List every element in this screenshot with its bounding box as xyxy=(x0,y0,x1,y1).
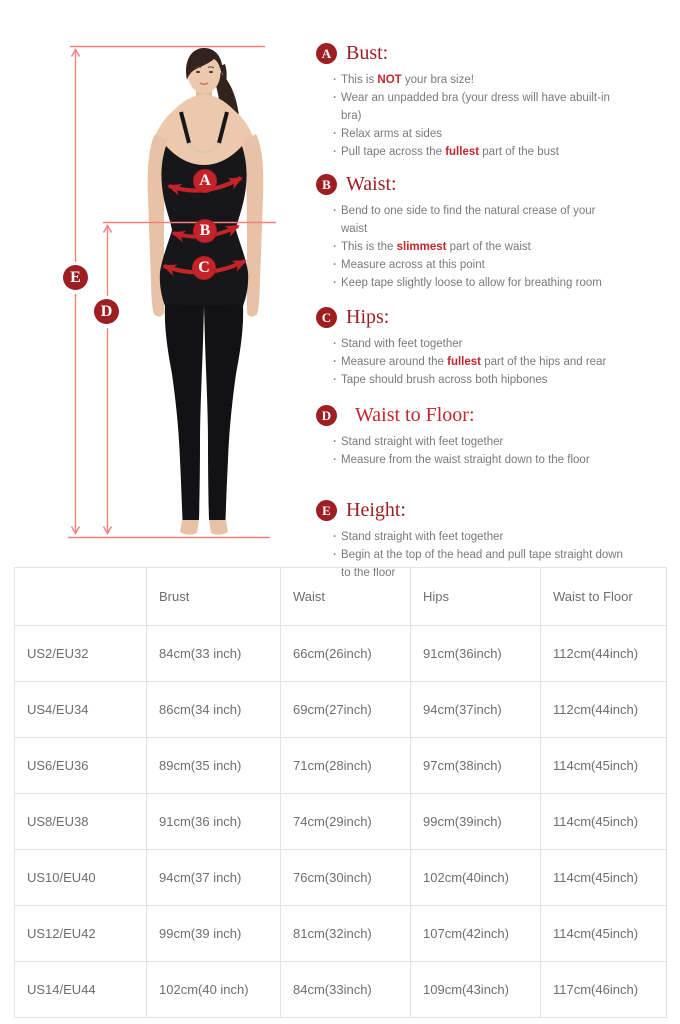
measurement-cell: 112cm(44inch) xyxy=(541,682,667,738)
measurement-cell: 66cm(26inch) xyxy=(281,626,411,682)
section-letter-badge: C xyxy=(316,307,337,328)
section-title: Bust: xyxy=(346,41,389,64)
bullet-item: · Pull tape across the fullest part of the bust xyxy=(341,143,624,161)
highlight-word: fullest xyxy=(445,146,480,158)
size-label-cell: US6/EU36 xyxy=(15,738,147,794)
section-bullets xyxy=(316,71,624,161)
table-row xyxy=(15,962,667,1018)
measurement-cell: 91cm(36inch) xyxy=(411,626,541,682)
size-table-head xyxy=(15,568,667,626)
bullet-item: · Measure around the fullest part of the hips and rear xyxy=(341,353,624,371)
size-table-header-cell: Waist to Floor xyxy=(541,568,667,626)
measure-section-d xyxy=(316,404,670,469)
measurement-cell: 69cm(27inch) xyxy=(281,682,411,738)
bullet-item: · Tape should brush across both hipbones xyxy=(341,371,624,389)
measurement-cell: 117cm(46inch) xyxy=(541,962,667,1018)
section-bullets xyxy=(316,335,624,389)
measurement-cell: 81cm(32inch) xyxy=(281,906,411,962)
size-label-cell: US10/EU40 xyxy=(15,850,147,906)
bullet-item: · This is the slimmest part of the waist xyxy=(341,238,624,256)
bullet-item: · Stand with feet together xyxy=(341,335,624,353)
size-table-header-cell: Waist xyxy=(281,568,411,626)
measurement-cell: 99cm(39inch) xyxy=(411,794,541,850)
measurement-cell: 84cm(33 inch) xyxy=(147,626,281,682)
section-title: Hips: xyxy=(346,305,390,328)
measurement-cell: 71cm(28inch) xyxy=(281,738,411,794)
size-table-body xyxy=(15,626,667,1018)
marker-waist: B xyxy=(193,219,217,243)
section-bullets xyxy=(316,202,624,292)
measure-sections xyxy=(316,42,670,582)
section-letter-badge: A xyxy=(316,43,337,64)
measure-section-a xyxy=(316,42,670,161)
measurement-cell: 99cm(39 inch) xyxy=(147,906,281,962)
measurement-cell: 112cm(44inch) xyxy=(541,626,667,682)
table-row xyxy=(15,682,667,738)
measurement-cell: 114cm(45inch) xyxy=(541,850,667,906)
table-row xyxy=(15,738,667,794)
marker-height: E xyxy=(63,265,88,290)
table-row xyxy=(15,906,667,962)
bullet-item: · Measure from the waist straight down to the floor xyxy=(341,451,624,469)
section-head xyxy=(316,404,670,426)
measurement-cell: 91cm(36 inch) xyxy=(147,794,281,850)
measurement-cell: 114cm(45inch) xyxy=(541,738,667,794)
section-letter-badge: B xyxy=(316,174,337,195)
size-table-header-cell: Hips xyxy=(411,568,541,626)
bullet-item: · This is NOT your bra size! xyxy=(341,71,624,89)
measurement-cell: 94cm(37 inch) xyxy=(147,850,281,906)
table-row xyxy=(15,850,667,906)
measurement-cell: 86cm(34 inch) xyxy=(147,682,281,738)
section-head xyxy=(316,42,670,64)
measurement-cell: 102cm(40 inch) xyxy=(147,962,281,1018)
section-title: Height: xyxy=(346,498,406,521)
section-head xyxy=(316,173,670,195)
size-table xyxy=(14,567,667,1018)
marker-bust: A xyxy=(193,169,217,193)
measurement-cell: 84cm(33inch) xyxy=(281,962,411,1018)
section-head xyxy=(316,306,670,328)
size-table-header-row xyxy=(15,568,667,626)
bullet-item: · Measure across at this point xyxy=(341,256,624,274)
size-label-cell: US8/EU38 xyxy=(15,794,147,850)
size-label-cell: US2/EU32 xyxy=(15,626,147,682)
measurement-cell: 94cm(37inch) xyxy=(411,682,541,738)
section-title: Waist to Floor: xyxy=(355,403,475,426)
marker-hips: C xyxy=(192,256,216,280)
size-label-cell: US14/EU44 xyxy=(15,962,147,1018)
bullet-item: · Stand straight with feet together xyxy=(341,528,624,546)
bullet-item: · Wear an unpadded bra (your dress will have abuilt-in bra) xyxy=(341,89,624,125)
bullet-item: · Keep tape slightly loose to allow for breathing room xyxy=(341,274,624,292)
highlight-word: slimmest xyxy=(396,241,447,253)
bullet-item: · Relax arms at sides xyxy=(341,125,624,143)
measurement-cell: 76cm(30inch) xyxy=(281,850,411,906)
measurement-cell: 114cm(45inch) xyxy=(541,906,667,962)
bullet-item: · Begin at the top of the head and pull tape straight down to the floor xyxy=(341,546,624,582)
marker-waist-to-floor: D xyxy=(94,299,119,324)
section-title: Waist: xyxy=(346,172,397,195)
measurement-cell: 74cm(29inch) xyxy=(281,794,411,850)
bullet-item: · Stand straight with feet together xyxy=(341,433,624,451)
table-row xyxy=(15,794,667,850)
bullet-item: · Bend to one side to find the natural crease of your waist xyxy=(341,202,624,238)
size-label-cell: US4/EU34 xyxy=(15,682,147,738)
highlight-word: NOT xyxy=(377,74,402,86)
table-row xyxy=(15,626,667,682)
section-head xyxy=(316,499,670,521)
section-letter-badge: D xyxy=(316,405,337,426)
highlight-word: fullest xyxy=(447,356,481,368)
measurement-cell: 109cm(43inch) xyxy=(411,962,541,1018)
measurement-cell: 102cm(40inch) xyxy=(411,850,541,906)
section-letter-badge: E xyxy=(316,500,337,521)
size-table-header-cell xyxy=(15,568,147,626)
measurement-cell: 97cm(38inch) xyxy=(411,738,541,794)
measurement-cell: 114cm(45inch) xyxy=(541,794,667,850)
size-table-header-cell: Brust xyxy=(147,568,281,626)
measurement-cell: 89cm(35 inch) xyxy=(147,738,281,794)
size-label-cell: US12/EU42 xyxy=(15,906,147,962)
measurement-cell: 107cm(42inch) xyxy=(411,906,541,962)
measure-section-c xyxy=(316,306,670,389)
measure-section-b xyxy=(316,173,670,292)
section-bullets xyxy=(316,433,624,469)
